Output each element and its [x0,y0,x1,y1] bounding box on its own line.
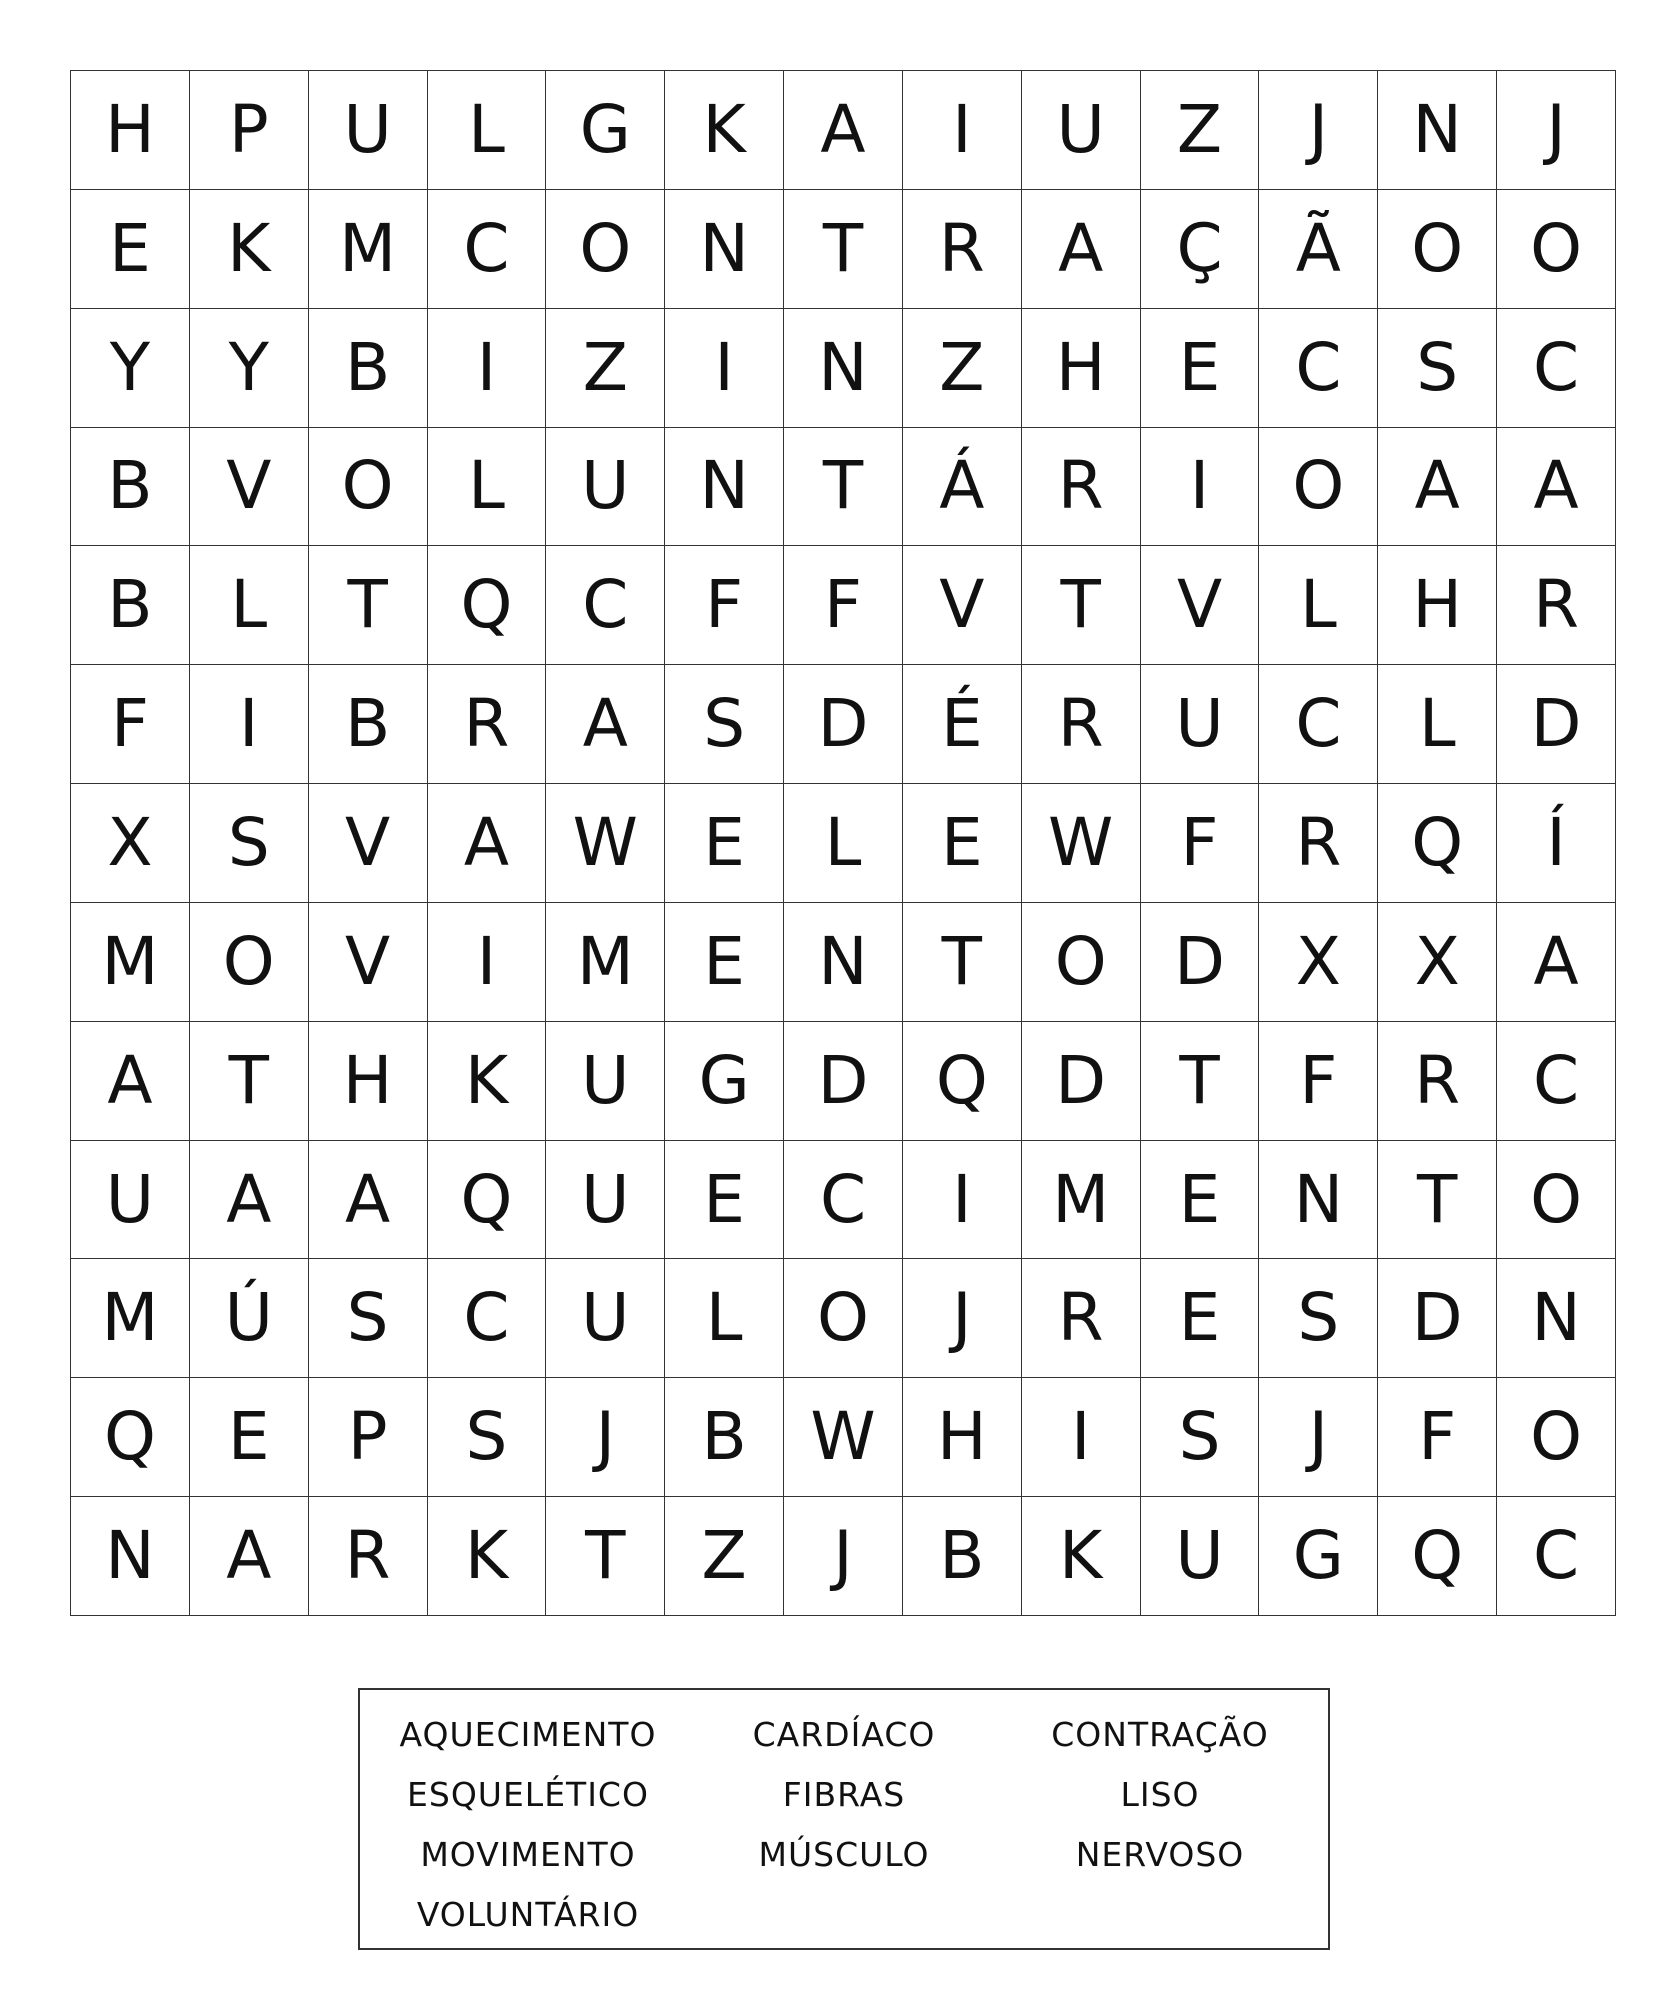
grid-cell[interactable]: H [309,1022,428,1141]
grid-cell[interactable]: A [309,1141,428,1260]
grid-cell[interactable]: L [1259,546,1378,665]
grid-cell[interactable]: U [546,428,665,547]
grid-cell[interactable]: T [190,1022,309,1141]
grid-cell[interactable]: A [71,1022,190,1141]
grid-cell[interactable]: F [1141,784,1260,903]
grid-cell[interactable]: N [1259,1141,1378,1260]
grid-cell[interactable]: C [1497,1497,1616,1616]
grid-cell[interactable]: R [1022,428,1141,547]
grid-cell[interactable]: Q [1378,784,1497,903]
grid-cell[interactable]: G [1259,1497,1378,1616]
grid-cell[interactable]: N [1378,71,1497,190]
grid-cell[interactable]: E [1141,309,1260,428]
grid-cell[interactable]: H [903,1378,1022,1497]
grid-cell[interactable]: G [665,1022,784,1141]
grid-cell[interactable]: A [1497,903,1616,1022]
grid-cell[interactable]: D [1378,1259,1497,1378]
grid-cell[interactable]: R [903,190,1022,309]
grid-cell[interactable]: F [1259,1022,1378,1141]
grid-cell[interactable]: Q [903,1022,1022,1141]
grid-cell[interactable]: V [1141,546,1260,665]
grid-cell[interactable]: T [1141,1022,1260,1141]
grid-cell[interactable]: M [1022,1141,1141,1260]
grid-cell[interactable]: H [71,71,190,190]
grid-cell[interactable]: W [1022,784,1141,903]
grid-cell[interactable]: X [71,784,190,903]
grid-cell[interactable]: O [190,903,309,1022]
grid-cell[interactable]: A [784,71,903,190]
grid-cell[interactable]: E [190,1378,309,1497]
grid-cell[interactable]: C [1259,309,1378,428]
grid-cell[interactable]: B [903,1497,1022,1616]
grid-cell[interactable]: G [546,71,665,190]
word-list-item: LISO [1120,1774,1200,1814]
grid-cell[interactable]: Q [71,1378,190,1497]
grid-cell[interactable]: N [71,1497,190,1616]
word-list-item: MOVIMENTO [420,1834,636,1874]
word-list-item: NERVOSO [1075,1834,1245,1874]
grid-cell[interactable]: J [903,1259,1022,1378]
grid-cell[interactable]: J [546,1378,665,1497]
grid-cell[interactable]: S [190,784,309,903]
grid-cell[interactable]: K [428,1497,547,1616]
grid-cell[interactable]: Q [428,1141,547,1260]
grid-cell[interactable]: S [1141,1378,1260,1497]
grid-cell[interactable]: R [428,665,547,784]
grid-cell[interactable]: L [1378,665,1497,784]
grid-cell[interactable]: T [1378,1141,1497,1260]
grid-cell[interactable]: D [784,1022,903,1141]
grid-cell[interactable]: S [428,1378,547,1497]
word-list-item: ESQUELÉTICO [407,1774,649,1814]
grid-cell[interactable]: U [309,71,428,190]
grid-cell[interactable]: Z [1141,71,1260,190]
grid-cell[interactable]: T [1022,546,1141,665]
grid-cell[interactable]: U [1022,71,1141,190]
word-list-box [358,1688,1330,1950]
grid-cell[interactable]: I [903,1141,1022,1260]
grid-cell[interactable]: H [1378,546,1497,665]
grid-cell[interactable]: A [1497,428,1616,547]
grid-cell[interactable]: R [1497,546,1616,665]
grid-cell[interactable]: E [665,903,784,1022]
grid-cell[interactable]: E [665,1141,784,1260]
grid-cell[interactable]: J [784,1497,903,1616]
grid-cell[interactable]: R [1022,1259,1141,1378]
grid-cell[interactable]: U [1141,665,1260,784]
grid-cell[interactable]: I [428,309,547,428]
grid-cell[interactable]: L [784,784,903,903]
word-list-item [1002,1884,1318,1944]
grid-cell[interactable]: O [546,190,665,309]
grid-cell[interactable]: R [1378,1022,1497,1141]
grid-cell[interactable]: T [784,190,903,309]
grid-cell[interactable]: D [1141,903,1260,1022]
grid-cell[interactable]: C [1497,309,1616,428]
grid-cell[interactable]: R [1259,784,1378,903]
grid-cell[interactable]: N [784,309,903,428]
grid-cell[interactable]: C [428,1259,547,1378]
grid-cell[interactable]: O [1497,190,1616,309]
grid-cell[interactable]: V [309,784,428,903]
grid-cell[interactable]: K [665,71,784,190]
grid-cell[interactable]: T [903,903,1022,1022]
grid-cell[interactable]: A [1022,190,1141,309]
grid-cell[interactable]: X [1259,903,1378,1022]
grid-cell[interactable]: J [1259,71,1378,190]
grid-cell[interactable]: Á [903,428,1022,547]
grid-cell[interactable]: É [903,665,1022,784]
grid-cell[interactable]: U [546,1022,665,1141]
grid-cell[interactable]: D [784,665,903,784]
grid-cell[interactable]: U [71,1141,190,1260]
grid-cell[interactable]: A [1378,428,1497,547]
word-list-item: VOLUNTÁRIO [416,1894,640,1934]
grid-cell[interactable]: M [546,903,665,1022]
grid-cell[interactable]: L [428,428,547,547]
grid-cell[interactable]: T [546,1497,665,1616]
grid-cell[interactable]: H [1022,309,1141,428]
grid-cell[interactable]: K [1022,1497,1141,1616]
grid-cell[interactable]: U [546,1141,665,1260]
grid-cell[interactable]: C [546,546,665,665]
grid-cell[interactable]: T [784,428,903,547]
word-list-item: MÚSCULO [758,1834,930,1874]
grid-cell[interactable]: Y [190,309,309,428]
grid-cell[interactable]: K [190,190,309,309]
grid-cell[interactable]: C [784,1141,903,1260]
word-list-item: FIBRAS [782,1774,906,1814]
grid-cell[interactable]: L [665,1259,784,1378]
grid-cell[interactable]: O [1022,903,1141,1022]
word-search-grid [70,70,1616,1616]
grid-cell[interactable]: V [903,546,1022,665]
grid-cell[interactable]: I [428,903,547,1022]
grid-cell[interactable]: S [1259,1259,1378,1378]
grid-cell[interactable]: E [71,190,190,309]
grid-cell[interactable]: F [1378,1378,1497,1497]
grid-cell[interactable]: C [1259,665,1378,784]
grid-cell[interactable]: C [1497,1022,1616,1141]
grid-cell[interactable]: Z [546,309,665,428]
grid-cell[interactable]: N [1497,1259,1616,1378]
grid-cell[interactable]: E [1141,1259,1260,1378]
grid-cell[interactable]: O [784,1259,903,1378]
grid-cell[interactable]: O [1497,1378,1616,1497]
grid-cell[interactable]: M [71,903,190,1022]
grid-cell[interactable]: I [190,665,309,784]
grid-cell[interactable]: O [1497,1141,1616,1260]
grid-cell[interactable]: Ã [1259,190,1378,309]
grid-cell[interactable]: W [546,784,665,903]
grid-cell[interactable]: N [784,903,903,1022]
grid-cell[interactable]: M [309,190,428,309]
grid-cell[interactable]: P [309,1378,428,1497]
grid-cell[interactable]: B [309,665,428,784]
grid-cell[interactable]: B [71,546,190,665]
grid-cell[interactable]: I [665,309,784,428]
grid-cell[interactable]: Z [665,1497,784,1616]
grid-cell[interactable]: E [1141,1141,1260,1260]
grid-cell[interactable]: B [665,1378,784,1497]
word-list-item [686,1884,1002,1944]
grid-cell[interactable]: Z [903,309,1022,428]
grid-cell[interactable]: I [1022,1378,1141,1497]
grid-cell[interactable]: J [1259,1378,1378,1497]
grid-cell[interactable]: V [309,903,428,1022]
grid-cell[interactable]: Ú [190,1259,309,1378]
grid-cell[interactable]: N [665,428,784,547]
grid-cell[interactable]: M [71,1259,190,1378]
grid-cell[interactable]: D [1022,1022,1141,1141]
grid-cell[interactable]: U [546,1259,665,1378]
grid-cell[interactable]: K [428,1022,547,1141]
grid-cell[interactable]: X [1378,903,1497,1022]
grid-cell[interactable]: F [784,546,903,665]
grid-cell[interactable]: I [1141,428,1260,547]
grid-cell[interactable]: Ç [1141,190,1260,309]
grid-cell[interactable]: R [309,1497,428,1616]
grid-cell[interactable]: E [665,784,784,903]
grid-cell[interactable]: S [1378,309,1497,428]
grid-cell[interactable]: I [903,71,1022,190]
grid-cell[interactable]: B [309,309,428,428]
grid-cell[interactable]: O [1259,428,1378,547]
grid-cell[interactable]: L [190,546,309,665]
word-list-item: AQUECIMENTO [399,1714,657,1754]
grid-cell[interactable]: R [1022,665,1141,784]
grid-cell[interactable]: S [665,665,784,784]
word-list-item: CONTRAÇÃO [1051,1714,1269,1754]
grid-cell[interactable]: Y [71,309,190,428]
grid-cell[interactable]: P [190,71,309,190]
grid-cell[interactable]: Q [1378,1497,1497,1616]
grid-cell[interactable]: S [309,1259,428,1378]
grid-cell[interactable]: E [903,784,1022,903]
grid-cell[interactable]: O [309,428,428,547]
grid-cell[interactable]: J [1497,71,1616,190]
grid-cell[interactable]: A [428,784,547,903]
word-list-item: CARDÍACO [752,1714,936,1754]
grid-cell[interactable]: C [428,190,547,309]
grid-cell[interactable]: B [71,428,190,547]
grid-cell[interactable]: Í [1497,784,1616,903]
grid-cell[interactable]: A [546,665,665,784]
grid-cell[interactable]: L [428,71,547,190]
grid-cell[interactable]: W [784,1378,903,1497]
grid-cell[interactable]: Q [428,546,547,665]
grid-cell[interactable]: N [665,190,784,309]
grid-cell[interactable]: D [1497,665,1616,784]
grid-cell[interactable]: O [1378,190,1497,309]
grid-cell[interactable]: F [665,546,784,665]
grid-cell[interactable]: A [190,1497,309,1616]
grid-cell[interactable]: F [71,665,190,784]
grid-cell[interactable]: T [309,546,428,665]
grid-cell[interactable]: A [190,1141,309,1260]
grid-cell[interactable]: U [1141,1497,1260,1616]
grid-cell[interactable]: V [190,428,309,547]
